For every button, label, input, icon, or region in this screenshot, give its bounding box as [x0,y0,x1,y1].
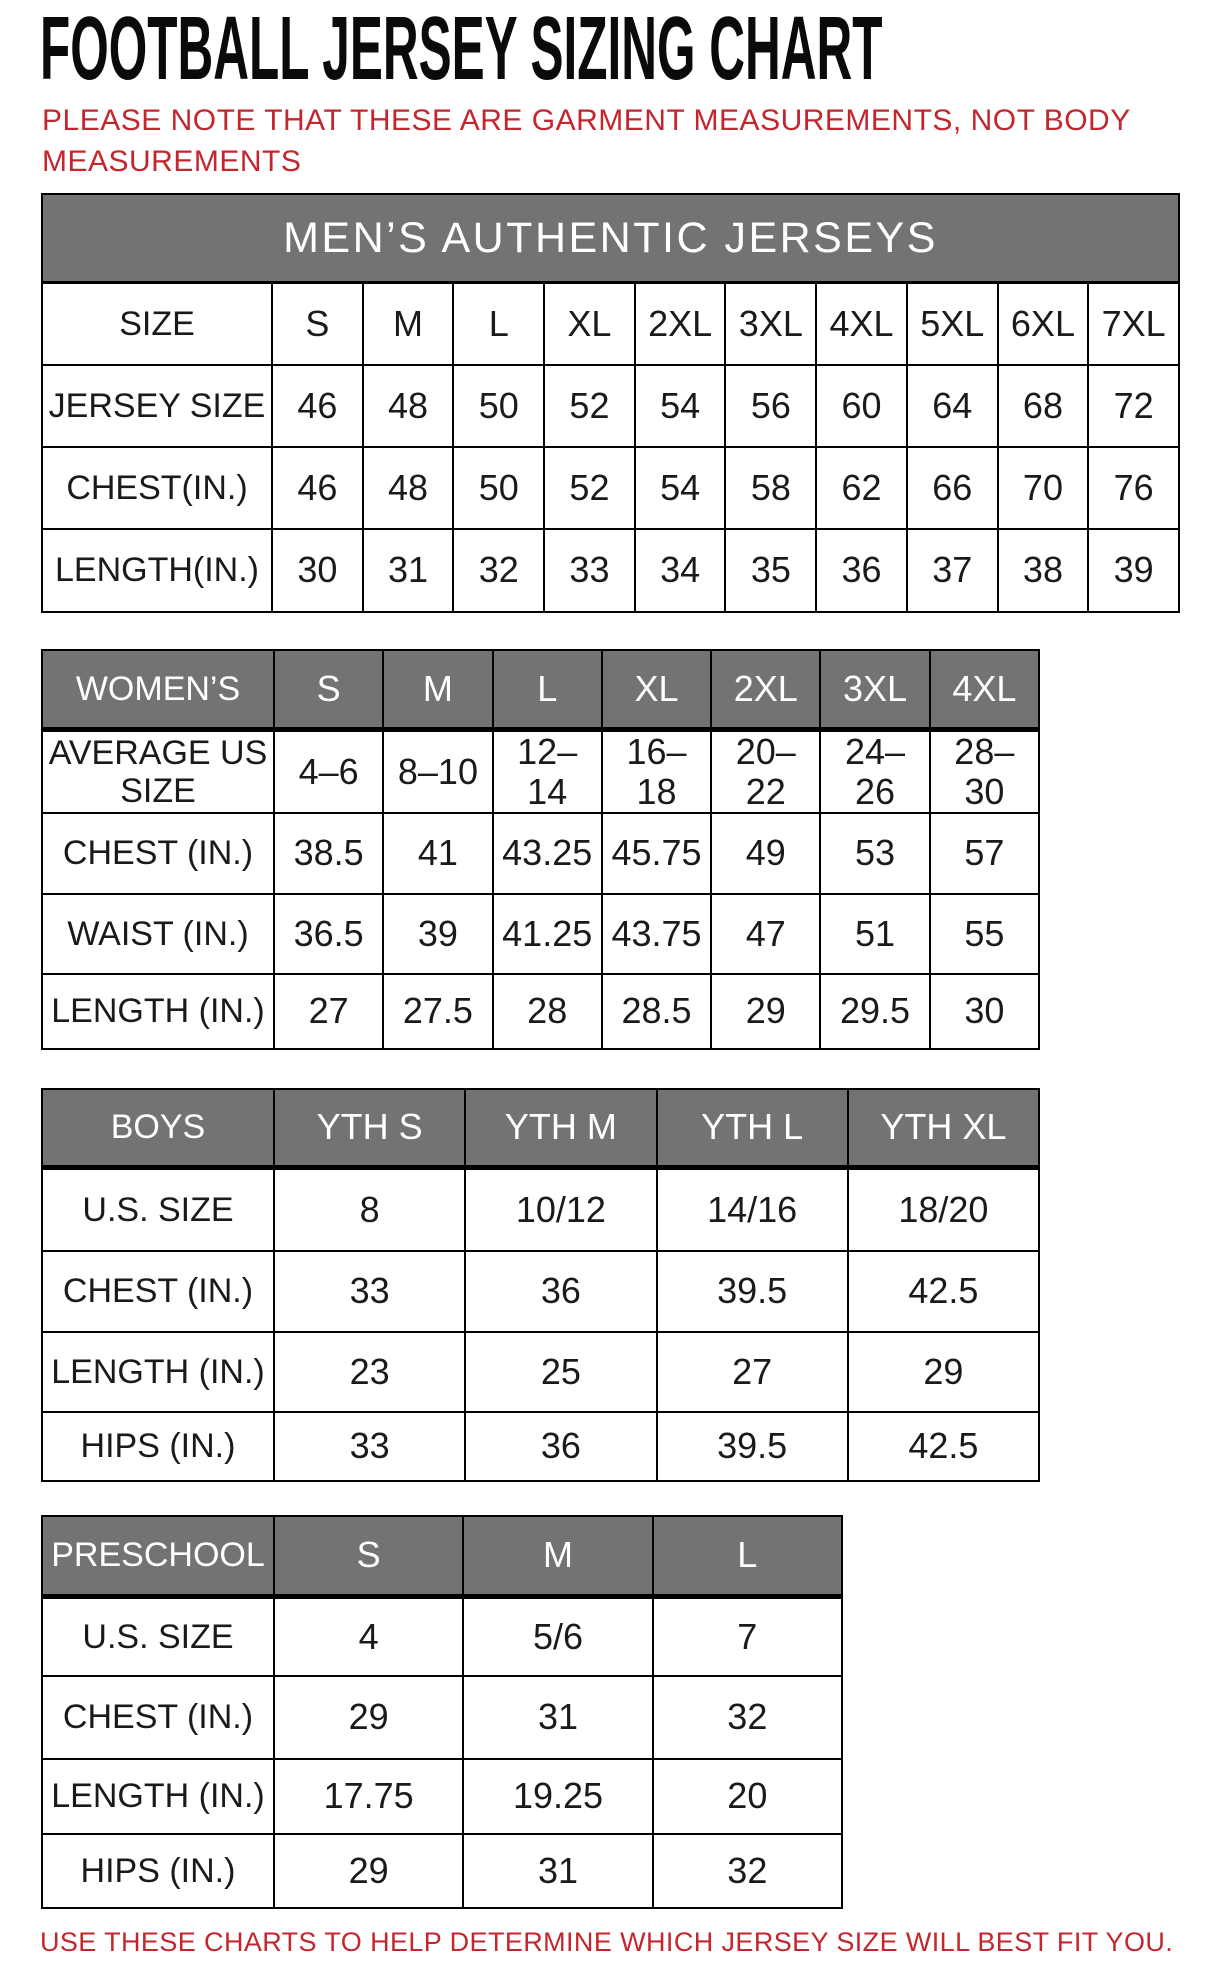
table-cell: 39 [384,895,493,975]
table-cell: 38 [999,530,1090,613]
table-cell: 29 [275,1835,464,1909]
table-cell: 29 [275,1677,464,1760]
table-cell: XL [545,284,636,366]
table-header-cell: M [464,1517,653,1599]
table-cell: 48 [364,448,455,530]
table-cell: 52 [545,366,636,448]
table-cell: 32 [654,1677,843,1760]
row-label: CHEST (IN.) [43,1252,275,1333]
row-label: JERSEY SIZE [43,366,273,448]
row-label: LENGTH (IN.) [43,975,275,1050]
row-label: LENGTH (IN.) [43,1333,275,1413]
table-cell: 68 [999,366,1090,448]
table-cell: 76 [1089,448,1180,530]
table-cell: 41 [384,814,493,895]
garment-measurement-note: PLEASE NOTE THAT THESE ARE GARMENT MEASUREMENTS, NOT BODY MEASUREMENTS [42,104,1131,179]
table-cell: 41.25 [494,895,603,975]
row-label: SIZE [43,284,273,366]
table-cell: 39 [1089,530,1180,613]
table-cell: 46 [273,448,364,530]
table-cell: 70 [999,448,1090,530]
table-cell: 7XL [1089,284,1180,366]
table-cell: 36.5 [275,895,384,975]
table-header-cell: 4XL [931,651,1040,732]
table-cell: 60 [817,366,908,448]
table-cell: 36 [817,530,908,613]
usage-note: USE THESE CHARTS TO HELP DETERMINE WHICH JERSEY SIZE WILL BEST FIT YOU. [40,1927,1174,1957]
row-label: U.S. SIZE [43,1170,275,1252]
table-cell: 2XL [636,284,727,366]
row-label: LENGTH(IN.) [43,530,273,613]
table-cell: 56 [726,366,817,448]
page-title: FOOTBALL JERSEY SIZING CHART [40,0,883,99]
table-cell: 47 [712,895,821,975]
row-label: AVERAGE US SIZE [43,732,275,814]
table-cell: 35 [726,530,817,613]
row-label: LENGTH (IN.) [43,1760,275,1835]
table-cell: 43.25 [494,814,603,895]
table-cell: 33 [545,530,636,613]
table-cell: 57 [931,814,1040,895]
table-cell: 32 [454,530,545,613]
table-cell: 27.5 [384,975,493,1050]
row-label: HIPS (IN.) [43,1413,275,1482]
table-cell: 48 [364,366,455,448]
table-cell: 54 [636,366,727,448]
table-cell: 24–26 [821,732,930,814]
table-cell: 25 [466,1333,657,1413]
table-cell: 36 [466,1252,657,1333]
table-cell: 32 [654,1835,843,1909]
table-cell: 45.75 [603,814,712,895]
table-cell: 54 [636,448,727,530]
table-cell: 30 [273,530,364,613]
table-cell: 19.25 [464,1760,653,1835]
table-cell: L [454,284,545,366]
table-cell: 27 [275,975,384,1050]
table-cell: 27 [658,1333,849,1413]
table-cell: 58 [726,448,817,530]
table-cell: M [364,284,455,366]
table-cell: 4XL [817,284,908,366]
table-cell: 23 [275,1333,466,1413]
table-cell: 29.5 [821,975,930,1050]
table-cell: 5/6 [464,1599,653,1677]
table-cell: 50 [454,366,545,448]
table-header-cell: 3XL [821,651,930,732]
table-cell: 36 [466,1413,657,1482]
table-cell: 33 [275,1413,466,1482]
table-cell: 4 [275,1599,464,1677]
table-header-label: BOYS [43,1090,275,1170]
table-cell: 43.75 [603,895,712,975]
table-cell: 39.5 [658,1413,849,1482]
table-cell: 16–18 [603,732,712,814]
table-cell: 18/20 [849,1170,1040,1252]
table-cell: 51 [821,895,930,975]
table-header-cell: S [275,651,384,732]
table-cell: 49 [712,814,821,895]
table-cell: 52 [545,448,636,530]
table-header-label: PRESCHOOL [43,1517,275,1599]
table-cell: 31 [464,1835,653,1909]
table-cell: 12–14 [494,732,603,814]
table-cell: 62 [817,448,908,530]
table-cell: 66 [908,448,999,530]
table-cell: 39.5 [658,1252,849,1333]
table-cell: 29 [849,1333,1040,1413]
table-cell: 46 [273,366,364,448]
table-cell: 14/16 [658,1170,849,1252]
table-cell: 4–6 [275,732,384,814]
row-label: CHEST (IN.) [43,1677,275,1760]
table-cell: 33 [275,1252,466,1333]
table-cell: S [273,284,364,366]
table-cell: 28 [494,975,603,1050]
table-header-cell: S [275,1517,464,1599]
boys-sizing-table [41,1088,1040,1482]
table-header-cell: YTH L [658,1090,849,1170]
table-cell: 17.75 [275,1760,464,1835]
table-header-label: WOMEN’S [43,651,275,732]
table-cell: 64 [908,366,999,448]
table-cell: 31 [464,1677,653,1760]
row-label: U.S. SIZE [43,1599,275,1677]
table-cell: 20–22 [712,732,821,814]
table-cell: 42.5 [849,1413,1040,1482]
table-cell: 37 [908,530,999,613]
table-cell: 72 [1089,366,1180,448]
row-label: CHEST(IN.) [43,448,273,530]
table-cell: 5XL [908,284,999,366]
table-header-cell: XL [603,651,712,732]
table-cell: 55 [931,895,1040,975]
mens-sizing-table [41,193,1180,613]
table-header-cell: L [654,1517,843,1599]
table-header-cell: L [494,651,603,732]
preschool-sizing-table [41,1515,843,1909]
table-cell: 8 [275,1170,466,1252]
table-cell: 7 [654,1599,843,1677]
table-cell: 28–30 [931,732,1040,814]
row-label: WAIST (IN.) [43,895,275,975]
row-label: CHEST (IN.) [43,814,275,895]
table-cell: 31 [364,530,455,613]
table-header-cell: YTH XL [849,1090,1040,1170]
table-header-cell: M [384,651,493,732]
table-cell: 10/12 [466,1170,657,1252]
table-header-cell: 2XL [712,651,821,732]
row-label: HIPS (IN.) [43,1835,275,1909]
table-cell: 53 [821,814,930,895]
table-cell: 29 [712,975,821,1050]
table-cell: 42.5 [849,1252,1040,1333]
table-cell: 8–10 [384,732,493,814]
table-cell: 28.5 [603,975,712,1050]
table-cell: 20 [654,1760,843,1835]
table-header-cell: YTH M [466,1090,657,1170]
table-cell: 50 [454,448,545,530]
table-banner: MEN’S AUTHENTIC JERSEYS [43,195,1180,284]
womens-sizing-table [41,649,1040,1050]
table-cell: 30 [931,975,1040,1050]
table-header-cell: YTH S [275,1090,466,1170]
table-cell: 38.5 [275,814,384,895]
table-cell: 34 [636,530,727,613]
table-cell: 6XL [999,284,1090,366]
table-cell: 3XL [726,284,817,366]
